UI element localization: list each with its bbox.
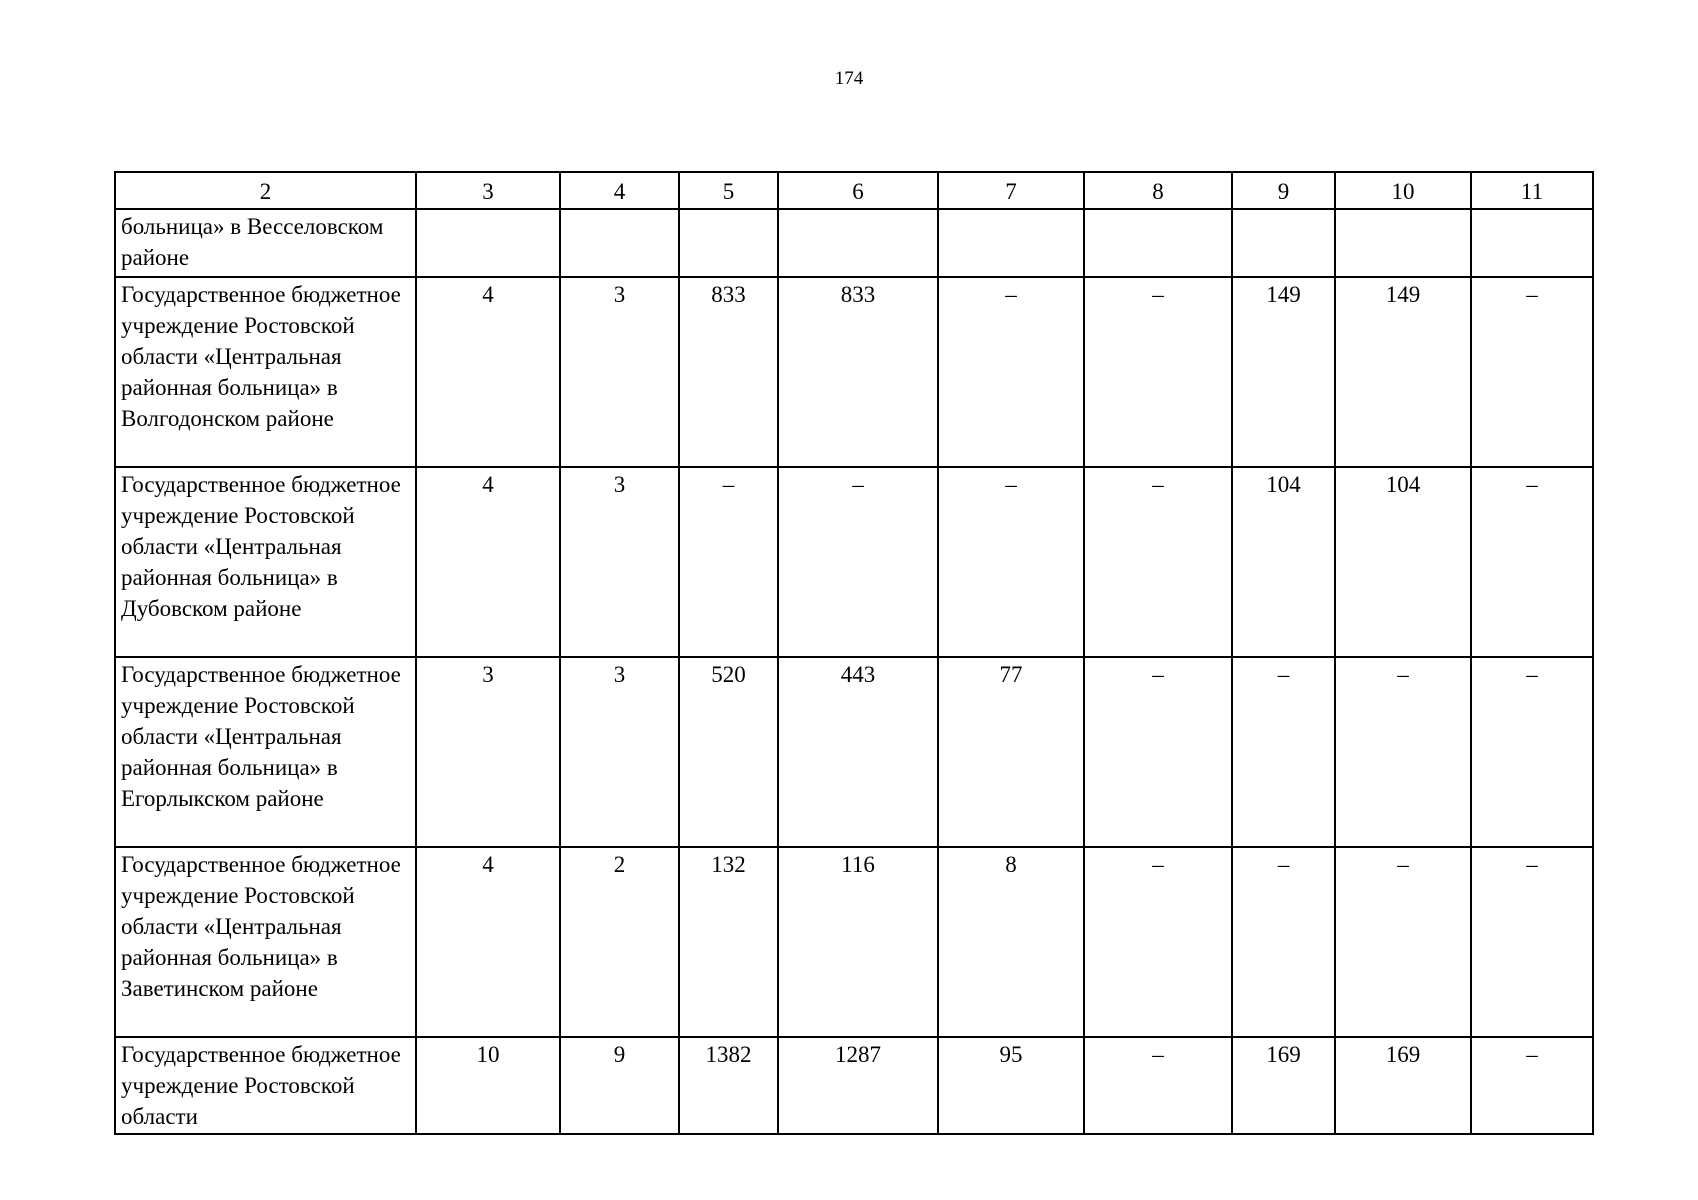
column-header: 5 (679, 172, 778, 209)
table-cell (679, 209, 778, 277)
table-cell: 4 (416, 847, 560, 1037)
column-header: 9 (1232, 172, 1335, 209)
institution-name: Государственное бюджетное учреждение Ростовской области «Центральная районная больница» в Дубовском районе (115, 467, 416, 657)
column-header: 2 (115, 172, 416, 209)
table-cell: 95 (938, 1037, 1084, 1134)
table-cell: 1287 (778, 1037, 938, 1134)
table-cell: – (1084, 657, 1232, 847)
column-header: 10 (1335, 172, 1471, 209)
table-cell: – (679, 467, 778, 657)
table-cell: 149 (1335, 277, 1471, 467)
table-cell: – (1084, 847, 1232, 1037)
table-cell: – (1471, 277, 1593, 467)
column-header: 8 (1084, 172, 1232, 209)
table-cell: 520 (679, 657, 778, 847)
table-cell (560, 209, 679, 277)
table-cell: 1382 (679, 1037, 778, 1134)
table-cell: 169 (1232, 1037, 1335, 1134)
data-table (114, 171, 1594, 1135)
table-cell: 8 (938, 847, 1084, 1037)
table-cell: – (1232, 847, 1335, 1037)
table-cell: – (778, 467, 938, 657)
table-cell: – (1232, 657, 1335, 847)
institution-name: Государственное бюджетное учреждение Ростовской области «Центральная районная больница» в Заветинском районе (115, 847, 416, 1037)
table-cell: – (938, 467, 1084, 657)
column-header: 6 (778, 172, 938, 209)
table-cell: 149 (1232, 277, 1335, 467)
table-row (115, 847, 1593, 1037)
table-cell: 443 (778, 657, 938, 847)
table-cell (1084, 209, 1232, 277)
institution-name: Государственное бюджетное учреждение Ростовской области (115, 1037, 416, 1134)
table-row (115, 1037, 1593, 1134)
table-cell: – (1471, 847, 1593, 1037)
institution-name: больница» в Весселовском районе (115, 209, 416, 277)
table-cell: – (1471, 1037, 1593, 1134)
table-cell: – (1084, 277, 1232, 467)
table-cell: 2 (560, 847, 679, 1037)
table-row (115, 209, 1593, 277)
table-cell: 4 (416, 277, 560, 467)
table-cell: 104 (1232, 467, 1335, 657)
table-cell (1232, 209, 1335, 277)
table-cell: 169 (1335, 1037, 1471, 1134)
table-cell: – (1471, 657, 1593, 847)
institution-name: Государственное бюджетное учреждение Ростовской области «Центральная районная больница» в Волгодонском районе (115, 277, 416, 467)
table-cell: – (1084, 467, 1232, 657)
table-cell: 116 (778, 847, 938, 1037)
table-cell: 833 (679, 277, 778, 467)
table-cell: 3 (560, 467, 679, 657)
table-header-row (115, 172, 1593, 209)
table-cell: 3 (560, 277, 679, 467)
column-header: 3 (416, 172, 560, 209)
table-row (115, 277, 1593, 467)
table-cell: 10 (416, 1037, 560, 1134)
column-header: 4 (560, 172, 679, 209)
table-cell (1335, 209, 1471, 277)
table-cell: 833 (778, 277, 938, 467)
table-cell: – (1471, 467, 1593, 657)
table-cell: – (1084, 1037, 1232, 1134)
table-row (115, 467, 1593, 657)
table-cell: – (1335, 847, 1471, 1037)
table-cell: 4 (416, 467, 560, 657)
column-header: 7 (938, 172, 1084, 209)
table-cell: – (1335, 657, 1471, 847)
table-cell (416, 209, 560, 277)
table-row (115, 657, 1593, 847)
column-header: 11 (1471, 172, 1593, 209)
table-cell: 9 (560, 1037, 679, 1134)
table-cell (778, 209, 938, 277)
table-cell (1471, 209, 1593, 277)
page-number: 174 (834, 68, 864, 89)
table-cell: 104 (1335, 467, 1471, 657)
table-cell (938, 209, 1084, 277)
institution-name: Государственное бюджетное учреждение Ростовской области «Центральная районная больница» в Егорлыкском районе (115, 657, 416, 847)
table-cell: 132 (679, 847, 778, 1037)
table-cell: – (938, 277, 1084, 467)
table-cell: 3 (416, 657, 560, 847)
table-cell: 77 (938, 657, 1084, 847)
table-cell: 3 (560, 657, 679, 847)
